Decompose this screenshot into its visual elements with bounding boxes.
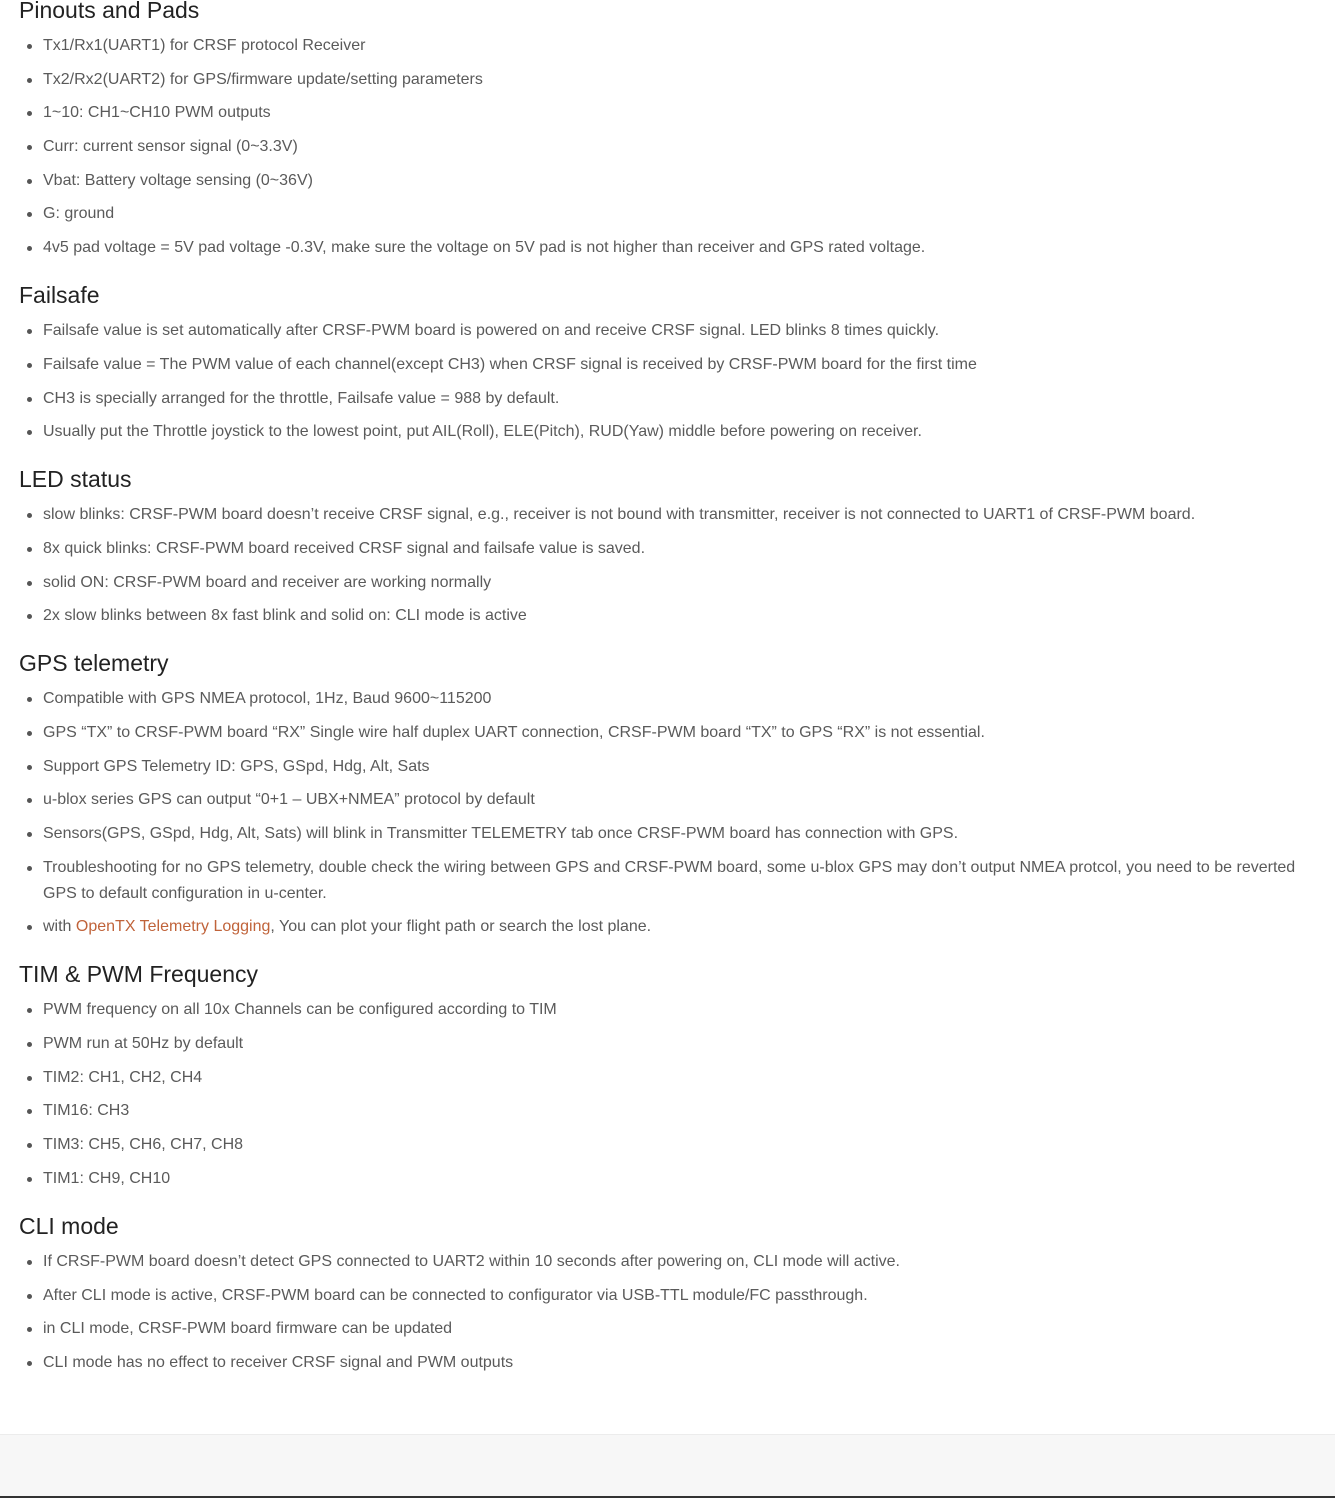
bullet-icon xyxy=(27,78,32,83)
bullet-icon xyxy=(27,1008,32,1013)
list-item xyxy=(19,570,1309,596)
bullet-icon xyxy=(27,832,32,837)
bullet-list xyxy=(19,997,1309,1191)
list-item xyxy=(19,1031,1309,1057)
list-item xyxy=(19,168,1309,194)
bullet-icon xyxy=(27,430,32,435)
list-item xyxy=(19,33,1309,59)
list-item xyxy=(19,67,1309,93)
bullet-icon xyxy=(27,1109,32,1114)
list-item-text: If CRSF-PWM board doesn’t detect GPS connected to UART2 within 10 seconds after powering on, CLI mode will active. xyxy=(43,1252,900,1270)
bullet-icon xyxy=(27,581,32,586)
bullet-icon xyxy=(27,111,32,116)
bullet-list xyxy=(19,686,1309,940)
bullet-icon xyxy=(27,363,32,368)
bullet-icon xyxy=(27,246,32,251)
list-item xyxy=(19,352,1309,378)
list-item-text: PWM frequency on all 10x Channels can be configured according to TIM xyxy=(43,1001,557,1019)
list-item xyxy=(19,787,1309,813)
list-item xyxy=(19,686,1309,712)
section-heading: Failsafe xyxy=(19,282,100,309)
bullet-icon xyxy=(27,614,32,619)
section-failsafe xyxy=(19,276,1309,445)
list-item-text: PWM run at 50Hz by default xyxy=(43,1035,244,1053)
list-item-text: slow blinks: CRSF-PWM board doesn’t receive CRSF signal, e.g., receiver is not bound with transmitter, receiver is not connected to UART1 of CRSF-PWM board. xyxy=(43,506,1196,524)
list-item-text: CH3 is specially arranged for the throttle, Failsafe value = 988 by default. xyxy=(43,389,560,407)
list-item-text: G: ground xyxy=(43,205,115,223)
list-item xyxy=(19,419,1309,445)
bullet-icon xyxy=(27,765,32,770)
list-item xyxy=(19,386,1309,412)
bullet-icon xyxy=(27,798,32,803)
list-item-text: solid ON: CRSF-PWM board and receiver are working normally xyxy=(43,573,492,591)
list-item-text: Compatible with GPS NMEA protocol, 1Hz, Baud 9600~115200 xyxy=(43,690,492,708)
opentx-telemetry-logging-link[interactable]: OpenTX Telemetry Logging xyxy=(75,918,271,936)
list-item xyxy=(19,502,1309,528)
list-item-text: TIM1: CH9, CH10 xyxy=(43,1169,171,1187)
section-heading: GPS telemetry xyxy=(19,650,169,677)
bullet-icon xyxy=(27,1260,32,1265)
list-item-text: Tx1/Rx1(UART1) for CRSF protocol Receiver xyxy=(43,37,366,54)
list-item-text: 1~10: CH1~CH10 PWM outputs xyxy=(43,104,271,122)
section-cli-mode xyxy=(19,1207,1309,1376)
bullet-icon xyxy=(27,1042,32,1047)
section-tim-pwm-frequency xyxy=(19,955,1309,1191)
bullet-icon xyxy=(27,513,32,518)
list-item xyxy=(19,1098,1309,1124)
list-item xyxy=(19,1350,1309,1376)
bullet-list xyxy=(19,33,1309,261)
list-item-prefix: with xyxy=(43,918,76,936)
footer-band xyxy=(0,1434,1335,1497)
bullet-icon xyxy=(27,925,32,930)
list-item xyxy=(19,855,1309,907)
bullet-icon xyxy=(27,866,32,871)
list-item xyxy=(19,1316,1309,1342)
list-item-text: CLI mode has no effect to receiver CRSF signal and PWM outputs xyxy=(43,1353,514,1371)
list-item-text: TIM16: CH3 xyxy=(43,1102,130,1120)
bullet-icon xyxy=(27,179,32,184)
list-item xyxy=(19,997,1309,1023)
bottom-divider xyxy=(0,1496,1335,1498)
bullet-icon xyxy=(27,1076,32,1081)
list-item xyxy=(19,914,1309,940)
list-item xyxy=(19,1166,1309,1192)
bullet-icon xyxy=(27,1143,32,1148)
list-item-text: Failsafe value = The PWM value of each channel(except CH3) when CRSF signal is received by CRSF-PWM board for the first time xyxy=(43,355,977,373)
list-item xyxy=(19,1065,1309,1091)
bullet-icon xyxy=(27,145,32,150)
list-item-text: Tx2/Rx2(UART2) for GPS/firmware update/setting parameters xyxy=(43,70,483,88)
list-item-text: TIM2: CH1, CH2, CH4 xyxy=(43,1068,203,1086)
list-item-text: 2x slow blinks between 8x fast blink and solid on: CLI mode is active xyxy=(43,607,527,625)
bullet-icon xyxy=(27,1327,32,1332)
list-item-text: 8x quick blinks: CRSF-PWM board received CRSF signal and failsafe value is saved. xyxy=(43,539,646,557)
bullet-icon xyxy=(27,547,32,552)
list-item xyxy=(19,1249,1309,1275)
list-item-text: Support GPS Telemetry ID: GPS, GSpd, Hdg, Alt, Sats xyxy=(43,757,430,775)
article-content xyxy=(19,0,1309,1384)
list-item-text: Curr: current sensor signal (0~3.3V) xyxy=(43,138,298,156)
bullet-icon xyxy=(27,1361,32,1366)
list-item-text: Vbat: Battery voltage sensing (0~36V) xyxy=(43,171,313,189)
list-item-text: TIM3: CH5, CH6, CH7, CH8 xyxy=(43,1136,244,1154)
bullet-icon xyxy=(27,1294,32,1299)
list-item xyxy=(19,1283,1309,1309)
bullet-icon xyxy=(27,44,32,49)
list-item xyxy=(19,318,1309,344)
list-item-text: Usually put the Throttle joystick to the lowest point, put AIL(Roll), ELE(Pitch), RUD(Yaw) middle before powering on receiver. xyxy=(43,423,922,441)
list-item xyxy=(19,134,1309,160)
bullet-list xyxy=(19,318,1309,445)
bullet-icon xyxy=(27,731,32,736)
list-item xyxy=(19,720,1309,746)
bullet-icon xyxy=(27,397,32,402)
list-item-text: Failsafe value is set automatically after CRSF-PWM board is powered on and receive CRSF signal. LED blinks 8 times quickly. xyxy=(43,322,940,340)
list-item-text: Sensors(GPS, GSpd, Hdg, Alt, Sats) will blink in Transmitter TELEMETRY tab once CRSF-PWM board has connection with GPS. xyxy=(43,825,959,842)
list-item xyxy=(19,536,1309,562)
list-item xyxy=(19,235,1309,261)
section-heading: TIM & PWM Frequency xyxy=(19,961,258,988)
list-item xyxy=(19,201,1309,227)
bullet-icon xyxy=(27,1177,32,1182)
list-item-suffix: , You can plot your flight path or search the lost plane. xyxy=(270,918,652,936)
list-item xyxy=(19,821,1309,847)
bullet-list xyxy=(19,502,1309,629)
list-item-text: After CLI mode is active, CRSF-PWM board can be connected to configurator via USB-TTL module/FC passthrough. xyxy=(43,1286,868,1304)
list-item-text: 4v5 pad voltage = 5V pad voltage -0.3V, make sure the voltage on 5V pad is not higher than receiver and GPS rated voltage. xyxy=(43,239,926,257)
list-item xyxy=(19,754,1309,780)
bullet-list xyxy=(19,1249,1309,1376)
section-gps-telemetry xyxy=(19,644,1309,940)
section-led-status xyxy=(19,460,1309,629)
list-item-text: in CLI mode, CRSF-PWM board firmware can be updated xyxy=(43,1320,453,1338)
list-item-text: Troubleshooting for no GPS telemetry, double check the wiring between GPS and CRSF-PWM board, some u-blox GPS may don’t output NMEA protcol, you need to be reverted GPS to default configuration in u-center. xyxy=(43,858,1296,902)
list-item xyxy=(19,100,1309,126)
list-item xyxy=(19,603,1309,629)
section-heading: LED status xyxy=(19,466,132,493)
bullet-icon xyxy=(27,212,32,217)
section-heading: CLI mode xyxy=(19,1212,119,1239)
bullet-icon xyxy=(27,697,32,702)
list-item-text: u-blox series GPS can output “0+1 – UBX+NMEA” protocol by default xyxy=(43,791,535,809)
section-pinouts xyxy=(19,0,1309,261)
list-item xyxy=(19,1132,1309,1158)
section-heading: Pinouts and Pads xyxy=(19,0,200,23)
list-item-text: GPS “TX” to CRSF-PWM board “RX” Single wire half duplex UART connection, CRSF-PWM board “TX” to GPS “RX” is not essential. xyxy=(43,723,985,741)
bullet-icon xyxy=(27,329,32,334)
